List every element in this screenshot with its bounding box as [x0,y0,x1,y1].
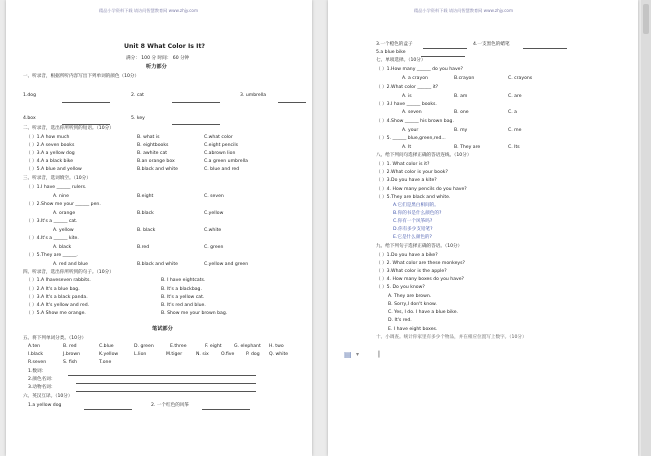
right-page-line: A. your [402,128,419,133]
left-page-line: S. fish [63,360,78,365]
right-page-line: （ ）5.They are black and white. [376,195,451,200]
left-page-line: R.seven [28,360,47,365]
left-page-line: A. nine [53,194,69,199]
right-page-line: B. one [454,110,469,115]
left-page-line: 三、听录音，选词填空。（10分） [23,176,91,181]
left-page-line: C.a green umbrella [204,159,248,164]
left-page-line: K.yellow [99,352,119,357]
left-page-line: 5. key [131,116,145,121]
right-page-line: （ ）4. How many boxes do you have? [376,277,464,282]
left-page-line: （ ）1.A how much [26,135,70,140]
right-page-line: C. Its [508,145,520,150]
left-page-line: B.black and white [137,167,178,172]
left-page-line: 精品小学资料下载 请访问智慧教育网 www.zhjy.com [99,8,199,13]
left-page [6,0,312,456]
left-page-line: 4.box [23,116,36,121]
text-cursor-icon: ❙ [376,350,382,358]
right-page-line: A. They are brown. [388,294,432,299]
left-page-line: 2.颜色名词： [28,377,56,382]
left-page-line: A. red and blue [53,262,89,267]
left-page-line: （ ）2.A seven books [26,143,75,148]
left-page-line: C.what color [204,135,233,140]
left-page-line: B. red [63,344,77,349]
answer-line [76,383,256,384]
answer-line [202,409,250,410]
right-page-line: C.你有一个风筝吗? [393,219,433,224]
left-page-line: 3.动物名词： [28,385,56,390]
left-page-line: 满分： 100 分 时间： 60 分钟 [126,56,190,61]
right-page-line: （ ）1.Do you have a bike? [376,253,438,258]
left-page-line: B. I have eightcats. [161,278,206,283]
right-page-line: 七、单项选择。（10分） [376,58,426,63]
right-page-line: 4.一支黑色的蜡笔 [473,42,510,47]
left-page-line: 二、听录音，选出你所听到的短语。（10分） [23,126,114,131]
right-page-line: C. me [508,128,522,133]
left-page-line: （ ）3.A a yellow dog [26,151,75,156]
answer-line [278,102,306,103]
left-page-line: J.brown [63,352,80,357]
right-page-line: A. It [402,145,412,150]
left-page-line: B.an orange box [137,159,175,164]
right-page-line: E.它是什么颜色的? [393,235,432,240]
left-page-line: B. It's a blackbag. [161,287,202,292]
left-page-line: （ ）1.A Ihaveseven rabbits. [26,278,91,283]
left-page-line: P. dog [246,352,260,357]
left-page-line: 1.a yellow dog [28,403,62,408]
right-page-line: （ ）2. What color are these monkeys? [376,261,465,266]
left-page-line: M.tiger [166,352,183,357]
right-page-line: B.crayon [454,76,475,81]
right-page-line: （ ）2.What color ______ it? [376,85,439,90]
right-page-line: （ ）3.I have ______ books. [376,102,437,107]
left-page-line: 笔试部分 [152,326,173,332]
right-page-line: （ ）5. ______ blue,green,red... [376,136,446,141]
right-page-line: C. are [508,94,522,99]
left-page-line: 听力部分 [146,64,167,70]
right-page-line: D. It's red. [388,318,412,323]
left-page-line: （ ）1.I have ______ rulers. [26,185,87,190]
right-page-line: （ ）5. Do you know? [376,285,425,290]
answer-line [423,48,467,49]
left-page-line: D. green [134,344,154,349]
left-page-line: B. Show me your brown bag. [161,311,228,316]
right-page-line: 3.一个橙色的盒子 [376,42,413,47]
left-page-line: （ ）5.A blue and yellow [26,167,82,172]
left-page-line: 1.数词： [28,369,47,374]
right-page-line: （ ）3.Do you have a kite? [376,178,437,183]
answer-line [76,391,256,392]
left-page-line: I.black [28,352,44,357]
left-page-line: （ ）3.It's a ______ cat. [26,219,78,224]
chevron-down-icon[interactable]: ▾ [356,351,360,358]
left-page-line: 3. umbrella [240,93,267,98]
right-page-line: 十、小调查。统计你家里有多少个物品，并在相应位置写上数字。（10分） [376,335,527,340]
left-page-line: L.lion [134,352,147,357]
answer-line [68,375,256,376]
left-page-line: （ ）4.A a black bike [26,159,74,164]
left-page-line: （ ）2.A It's a blue bag. [26,287,80,292]
left-page-line: C.white [204,228,222,233]
right-page-line: （ ）1.How many ______ do you have? [376,67,463,72]
left-page-line: A. yellow [53,228,74,233]
answer-line [62,124,110,125]
left-page-line: C.yellow [204,211,224,216]
left-page-line: （ ）4.A It's yellow and red. [26,303,90,308]
left-page-line: 2. cat [131,93,144,98]
left-page-line: A.ten [28,344,41,349]
right-page-line: A.它们是黑白相间的。 [393,203,439,208]
right-page-line: （ ）1. What color is it? [376,162,430,167]
right-page-line: 5.a blue bike [376,50,406,55]
left-page-line: （ ）5.A Show me orange. [26,311,86,316]
right-page-line: B. am [454,94,468,99]
left-page-line: 一、听录音，根据所听内容写出下列单词的颜色（10分） [23,74,140,79]
right-page-line: A. is [402,94,412,99]
left-page-line: Q. white [269,352,289,357]
left-page-line: C. blue and red [204,167,240,172]
left-page-line: （ ）2.Show me your ______ pen. [26,202,101,207]
answer-line [62,102,110,103]
left-page-line: B. black [137,228,156,233]
left-page-line: 五、将下列单词分类。（10分） [23,336,87,341]
right-page [328,0,638,456]
left-page-line: 四、听录音，选出你所听到的句子。（10分） [23,270,114,275]
right-page-line: （ ）4. How many pencils do you have? [376,187,467,192]
left-page-line: B.black and white [137,262,178,267]
document-icon[interactable]: ▤ [344,350,352,359]
left-page-line: 2. 一个红色的风筝 [151,403,190,408]
left-page-line: B.eight [137,194,154,199]
left-page-line: T.one [99,360,112,365]
left-page-line: B. It's a yellow cat. [161,295,205,300]
answer-line [172,102,220,103]
left-page-line: B. what is [137,135,160,140]
answer-line [421,56,465,57]
left-page-line: C. green [204,245,224,250]
vertical-scrollbar[interactable] [641,0,651,456]
right-page-line: B. my [454,128,468,133]
answer-line [523,48,567,49]
left-page-line: B.black [137,211,154,216]
right-page-line: C. a [508,110,517,115]
left-page-line: A. orange [53,211,76,216]
right-page-line: 八、给下列问句选择正确的答语连线。（10分） [376,153,472,158]
left-page-line: G. elephant [234,344,261,349]
left-page-line: C. seven [204,194,224,199]
left-page-line: （ ）5.They are ______. [26,253,78,258]
left-page-line: N. six [196,352,209,357]
scrollbar-thumb[interactable] [643,4,649,34]
left-page-line: E.three [170,344,187,349]
left-page-line: C.blue [99,344,114,349]
left-page-line: 1.dog [23,93,37,98]
answer-line [172,124,220,125]
left-page-line: B. It's red and blue. [161,303,206,308]
right-page-line: C. Yes, I do. I have a blue bike. [388,310,459,315]
left-page-line: F. eight [205,344,222,349]
left-page-line: C.abrown lion [204,151,236,156]
right-page-line: （ ）4.Show ______ his brown bag. [376,119,454,124]
right-page-line: B. Sorry,I don't know. [388,302,437,307]
left-page-line: 六、英汉互译。（10分） [23,394,73,399]
right-page-line: （ ）2.What color is your book? [376,170,448,175]
left-page-line: A. black [53,245,72,250]
left-page-line: B.red [137,245,150,250]
right-page-line: A. seven [402,110,422,115]
left-page-line: H. two [269,344,284,349]
right-page-line: 精品小学资料下载 请访问智慧教育网 www.zhjy.com [414,8,514,13]
answer-line [84,409,132,410]
left-page-line: B. awhite cat [137,151,168,156]
right-page-line: C. crayons [508,76,533,81]
left-page-line: B. eightbooks [137,143,169,148]
left-page-line: O.five [221,352,235,357]
left-page-line: （ ）3.A It's a black panda. [26,295,88,300]
right-page-line: 九、给下列句子选择正确的答语。（10分） [376,244,463,249]
left-page-line: C.yellow and green [204,262,249,267]
left-page-line: C.eight pencils [204,143,238,148]
right-page-line: B.你的书是什么颜色的? [393,211,442,216]
left-page-line: Unit 8 What Color Is It? [124,43,205,50]
right-page-line: D.你有多少支铅笔? [393,227,433,232]
right-page-line: E. I have eight boxes. [388,327,438,332]
left-page-line: （ ）4.It's a ______ kite. [26,236,79,241]
right-page-line: B. They are [454,145,481,150]
right-page-line: （ ）3.What color is the apple? [376,269,447,274]
right-page-line: A. a crayon [402,76,428,81]
